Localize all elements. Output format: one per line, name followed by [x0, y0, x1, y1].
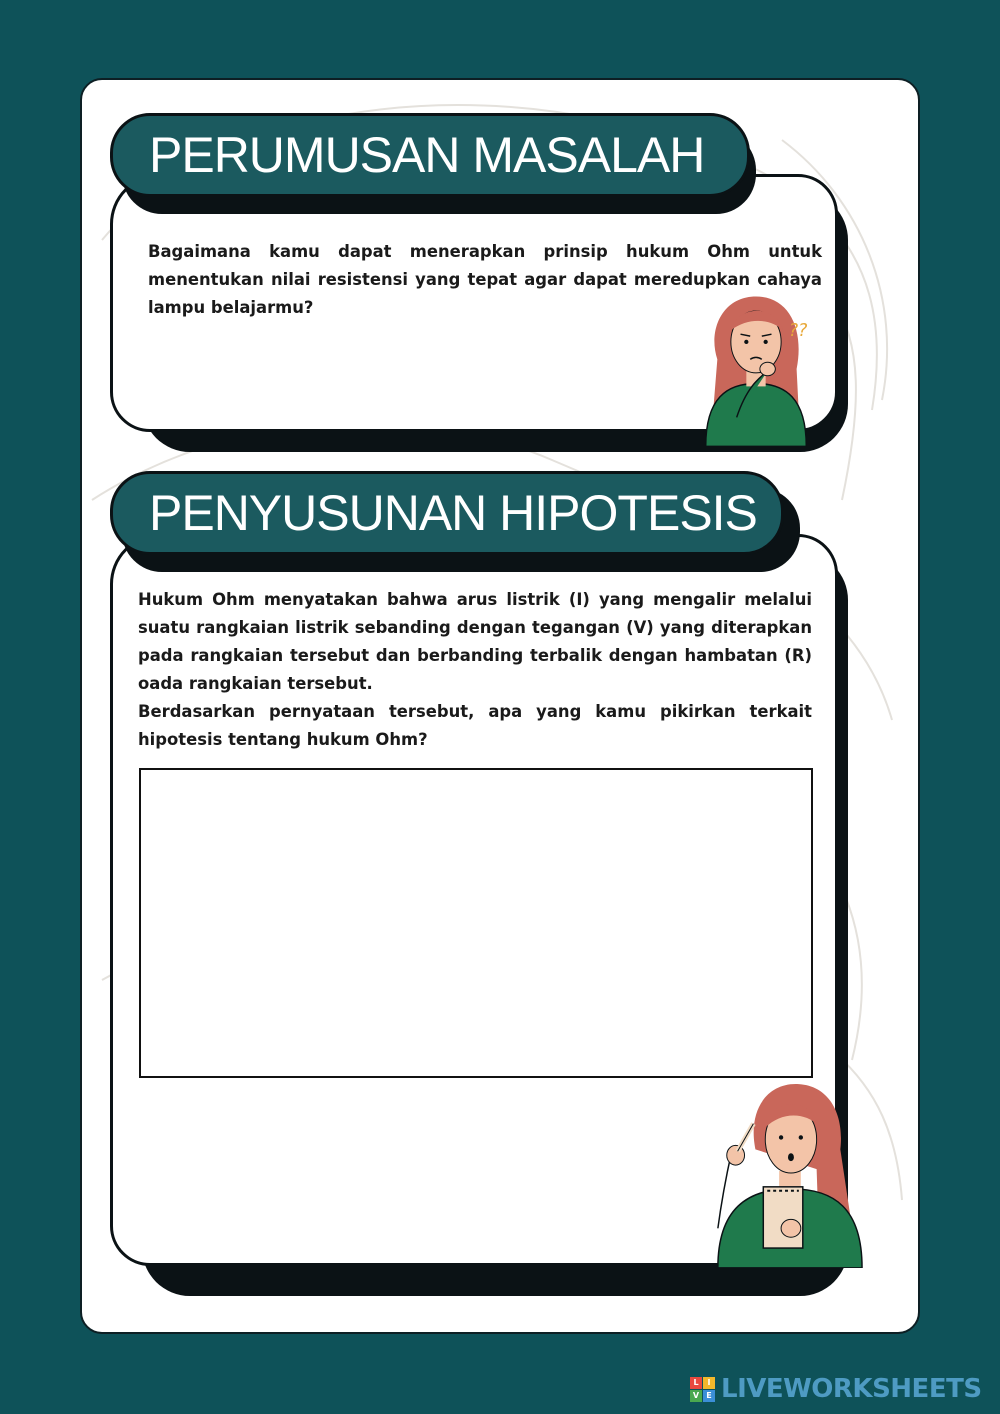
- logo-letter-v: V: [690, 1390, 702, 1402]
- ohm-law-statement: Hukum Ohm menyatakan bahwa arus listrik (I) yang mengalir melalui suatu rangkaian listrik sebanding dengan tegangan (V) yang diterapkan pada rangkaian tersebut dan berbanding terbalik dengan hambatan (R) oada rangkaian tersebut.: [138, 590, 812, 693]
- hypothesis-answer-box[interactable]: [139, 768, 813, 1078]
- logo-letter-i: I: [703, 1377, 715, 1389]
- problem-question-text: Bagaimana kamu dapat menerapkan prinsip hukum Ohm untuk menentukan nilai resistensi yang tepat agar dapat meredupkan cahaya lampu belajarmu?: [148, 242, 822, 317]
- writing-girl-illustration: [708, 1080, 866, 1268]
- hypothesis-instructions: [138, 586, 812, 754]
- svg-text:??: ??: [788, 321, 808, 342]
- liveworksheets-logo: [690, 1374, 982, 1404]
- hypothesis-question: Berdasarkan pernyataan tersebut, apa yang kamu pikirkan terkait hipotesis tentang hukum Ohm?: [138, 702, 812, 749]
- problem-section-title: PERUMUSAN MASALAH: [110, 113, 750, 197]
- hypothesis-section-title: PENYUSUNAN HIPOTESIS: [110, 471, 784, 555]
- logo-letter-e: E: [703, 1390, 715, 1402]
- thinking-girl-illustration: [698, 290, 814, 448]
- logo-letter-l: L: [690, 1377, 702, 1389]
- liveworksheets-brand-text: LIVEWORKSHEETS: [721, 1374, 982, 1404]
- liveworksheets-logo-icon: [690, 1377, 715, 1402]
